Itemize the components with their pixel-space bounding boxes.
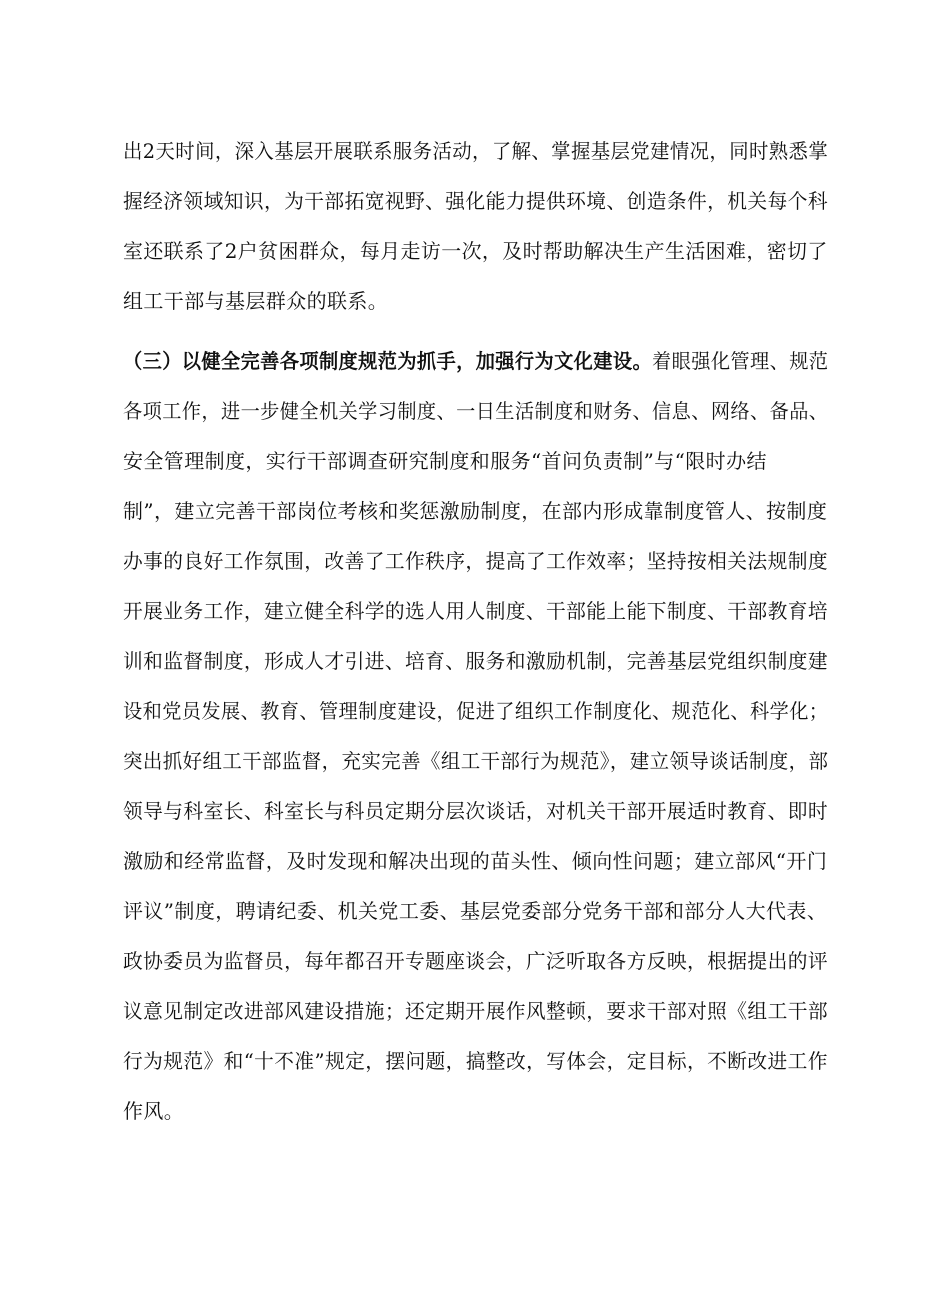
paragraph-2-line: 领导与科室长、科室长与科员定期分层次谈话，对机关干部开展适时教育、即时: [123, 799, 828, 823]
paragraph-2-first-line-text: 着眼强化管理、规范: [652, 349, 829, 373]
paragraph-2-line: 行为规范》和“十不准”规定，摆问题，搞整改，写体会，定目标，不断改进工作: [123, 1049, 828, 1073]
paragraph-1-line: 握经济领域知识，为干部拓宽视野、强化能力提供环境、创造条件，机关每个科: [123, 189, 828, 213]
paragraph-2-first-line: [123, 348, 828, 374]
paragraph-2-line: 政协委员为监督员，每年都召开专题座谈会，广泛听取各方反映，根据提出的评: [123, 949, 828, 973]
paragraph-2-line: 突出抓好组工干部监督，充实完善《组工干部行为规范》，建立领导谈话制度，部: [123, 749, 829, 773]
paragraph-2-line: 办事的良好工作氛围，改善了工作秩序，提高了工作效率；坚持按相关法规制度: [123, 549, 828, 573]
paragraph-2-line: 各项工作，进一步健全机关学习制度、一日生活制度和财务、信息、网络、备品、: [123, 399, 829, 423]
paragraph-2-line: 开展业务工作，建立健全科学的选人用人制度、干部能上能下制度、干部教育培: [123, 599, 828, 623]
paragraph-1-line: 组工干部与基层群众的联系。: [123, 289, 389, 313]
paragraph-2-line: 作风。: [123, 1099, 185, 1123]
paragraph-2-line: 设和党员发展、教育、管理制度建设，促进了组织工作制度化、规范化、科学化；: [123, 699, 829, 723]
paragraph-2-line: 议意见制定改进部风建设措施；还定期开展作风整顿，要求干部对照《组工干部: [123, 999, 828, 1023]
paragraph-1-line: 出2天时间，深入基层开展联系服务活动，了解、掌握基层党建情况，同时熟悉掌: [123, 139, 829, 163]
paragraph-2-line: 制”，建立完善干部岗位考核和奖惩激励制度，在部内形成靠制度管人、按制度: [123, 499, 828, 523]
paragraph-2-line: 训和监督制度，形成人才引进、培育、服务和激励机制，完善基层党组织制度建: [123, 649, 828, 673]
paragraph-1-line: 室还联系了2户贫困群众，每月走访一次，及时帮助解决生产生活困难，密切了: [123, 239, 828, 263]
section-heading: （三）以健全完善各项制度规范为抓手，加强行为文化建设。: [123, 349, 653, 373]
paragraph-2-line: 评议”制度，聘请纪委、机关党工委、基层党委部分党务干部和部分人大代表、: [123, 899, 828, 923]
paragraph-2-line: 激励和经常监督，及时发现和解决出现的苗头性、倾向性问题；建立部风“开门: [123, 849, 828, 873]
paragraph-2-line: 安全管理制度，实行干部调查研究制度和服务“首问负责制”与“限时办结: [123, 449, 767, 473]
